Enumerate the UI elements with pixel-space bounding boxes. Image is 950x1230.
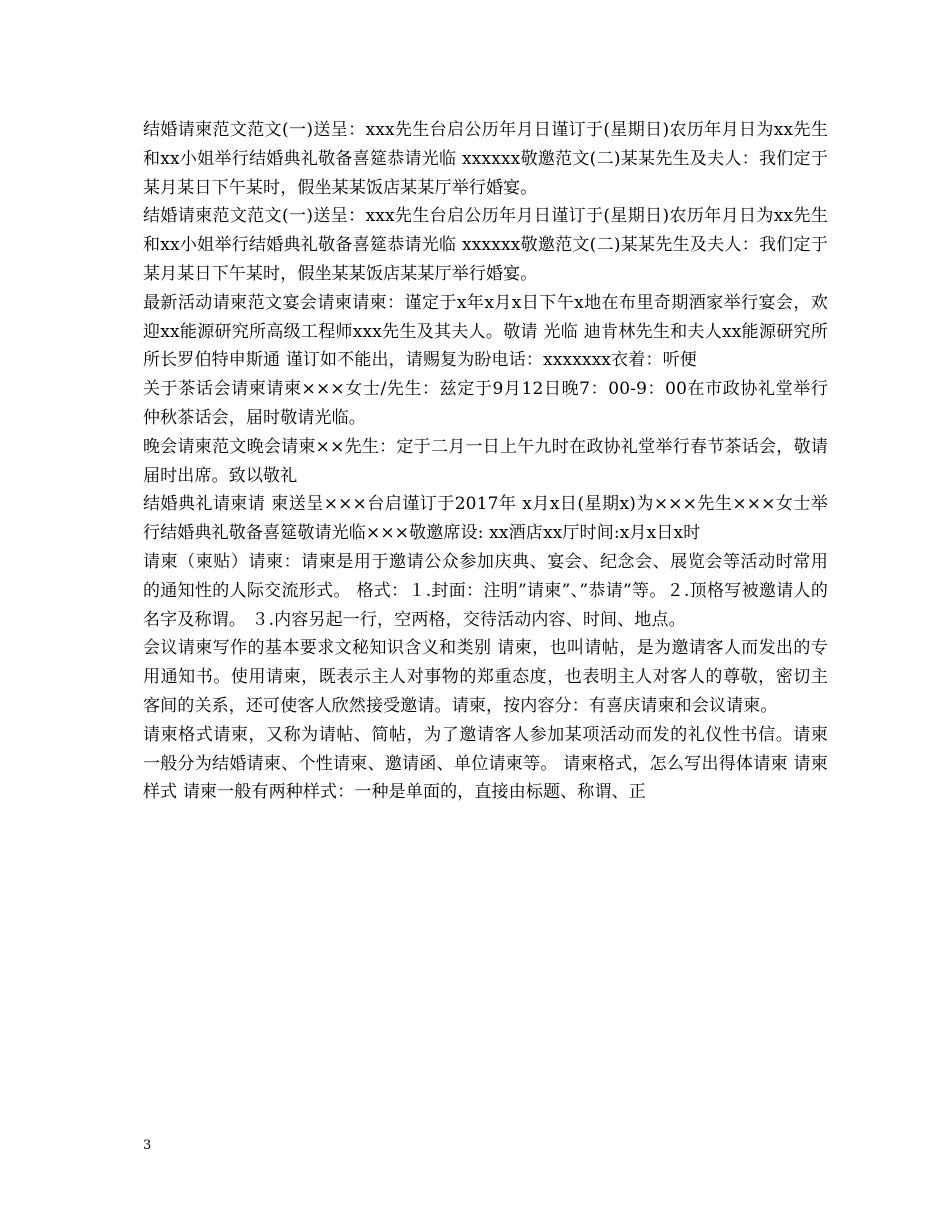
- paragraph-tea-party-invitation: 关于茶话会请柬请柬×××女士/先生：兹定于9月12日晚7：00-9：00在市政协礼堂举行仲秋茶话会，届时敬请光临。: [143, 379, 828, 428]
- document-body: [143, 116, 828, 807]
- paragraph-wedding-invitation-sample-1: 结婚请柬范文范文(一)送呈：xxx先生台启公历年月日谨订于(星期日)农历年月日为xx先生和xx小姐举行结婚典礼敬备喜筵恭请光临 xxxxxx敬邀范文(二)某某先生及夫人：我们定于某月某日下午某时，假坐某某饭店某某厅举行婚宴。: [143, 120, 828, 198]
- page-number: 3: [143, 1138, 152, 1153]
- paragraph-evening-party-invitation: 晚会请柬范文晚会请柬××先生：定于二月一日上午九时在政协礼堂举行春节茶话会，敬请届时出席。致以敬礼: [143, 436, 828, 486]
- paragraph-meeting-invitation-requirements: 会议请柬写作的基本要求文秘知识含义和类别 请柬，也叫请帖，是为邀请客人而发出的专用通知书。使用请柬，既表示主人对事物的郑重态度，也表明主人对客人的尊敬，密切主客间的关系，还可使客人欣然接受邀请。请柬，按内容分：有喜庆请柬和会议请柬。: [143, 638, 828, 716]
- paragraph-banquet-invitation: 最新活动请柬范文宴会请柬请柬：谨定于x年x月x日下午x地在布里奇期酒家举行宴会，欢迎xx能源研究所高级工程师xxx先生及其夫人。敬请 光临 迪肯林先生和夫人xx能源研究所所长罗伯特申斯通 谨订如不能出，请赐复为盼电话：xxxxxxx衣着：听便: [143, 292, 828, 371]
- paragraph-wedding-invitation-sample-2: 结婚请柬范文范文(一)送呈：xxx先生台启公历年月日谨订于(星期日)农历年月日为xx先生和xx小姐举行结婚典礼敬备喜筵恭请光临 xxxxxx敬邀范文(二)某某先生及夫人：我们定于某月某日下午某时，假坐某某饭店某某厅举行婚宴。: [143, 206, 828, 284]
- paragraph-wedding-ceremony-invitation: 结婚典礼请柬请 柬送呈×××台启谨订于2017年 x月x日(星期x)为×××先生×××女士举行结婚典礼敬备喜筵敬请光临×××敬邀席设: xx酒店xx厅时间:x月x日x时: [143, 494, 828, 544]
- paragraph-invitation-definition-format: 请柬（柬贴）请柬：请柬是用于邀请公众参加庆典、宴会、纪念会、展览会等活动时常用的通知性的人际交流形式。 格式：１.封面：注明”请柬”、”恭请”等。２.顶格写被邀请人的名字及称谓。 ３.内容另起一行，空两格，交待活动内容、时间、地点。: [143, 551, 828, 630]
- paragraph-invitation-format-types: 请柬格式请柬，又称为请帖、简帖，为了邀请客人参加某项活动而发的礼仪性书信。请柬一般分为结婚请柬、个性请柬、邀请函、单位请柬等。 请柬格式，怎么写出得体请柬 请柬样式 请柬一般有两种样式：一种是单面的，直接由标题、称谓、正: [143, 724, 828, 803]
